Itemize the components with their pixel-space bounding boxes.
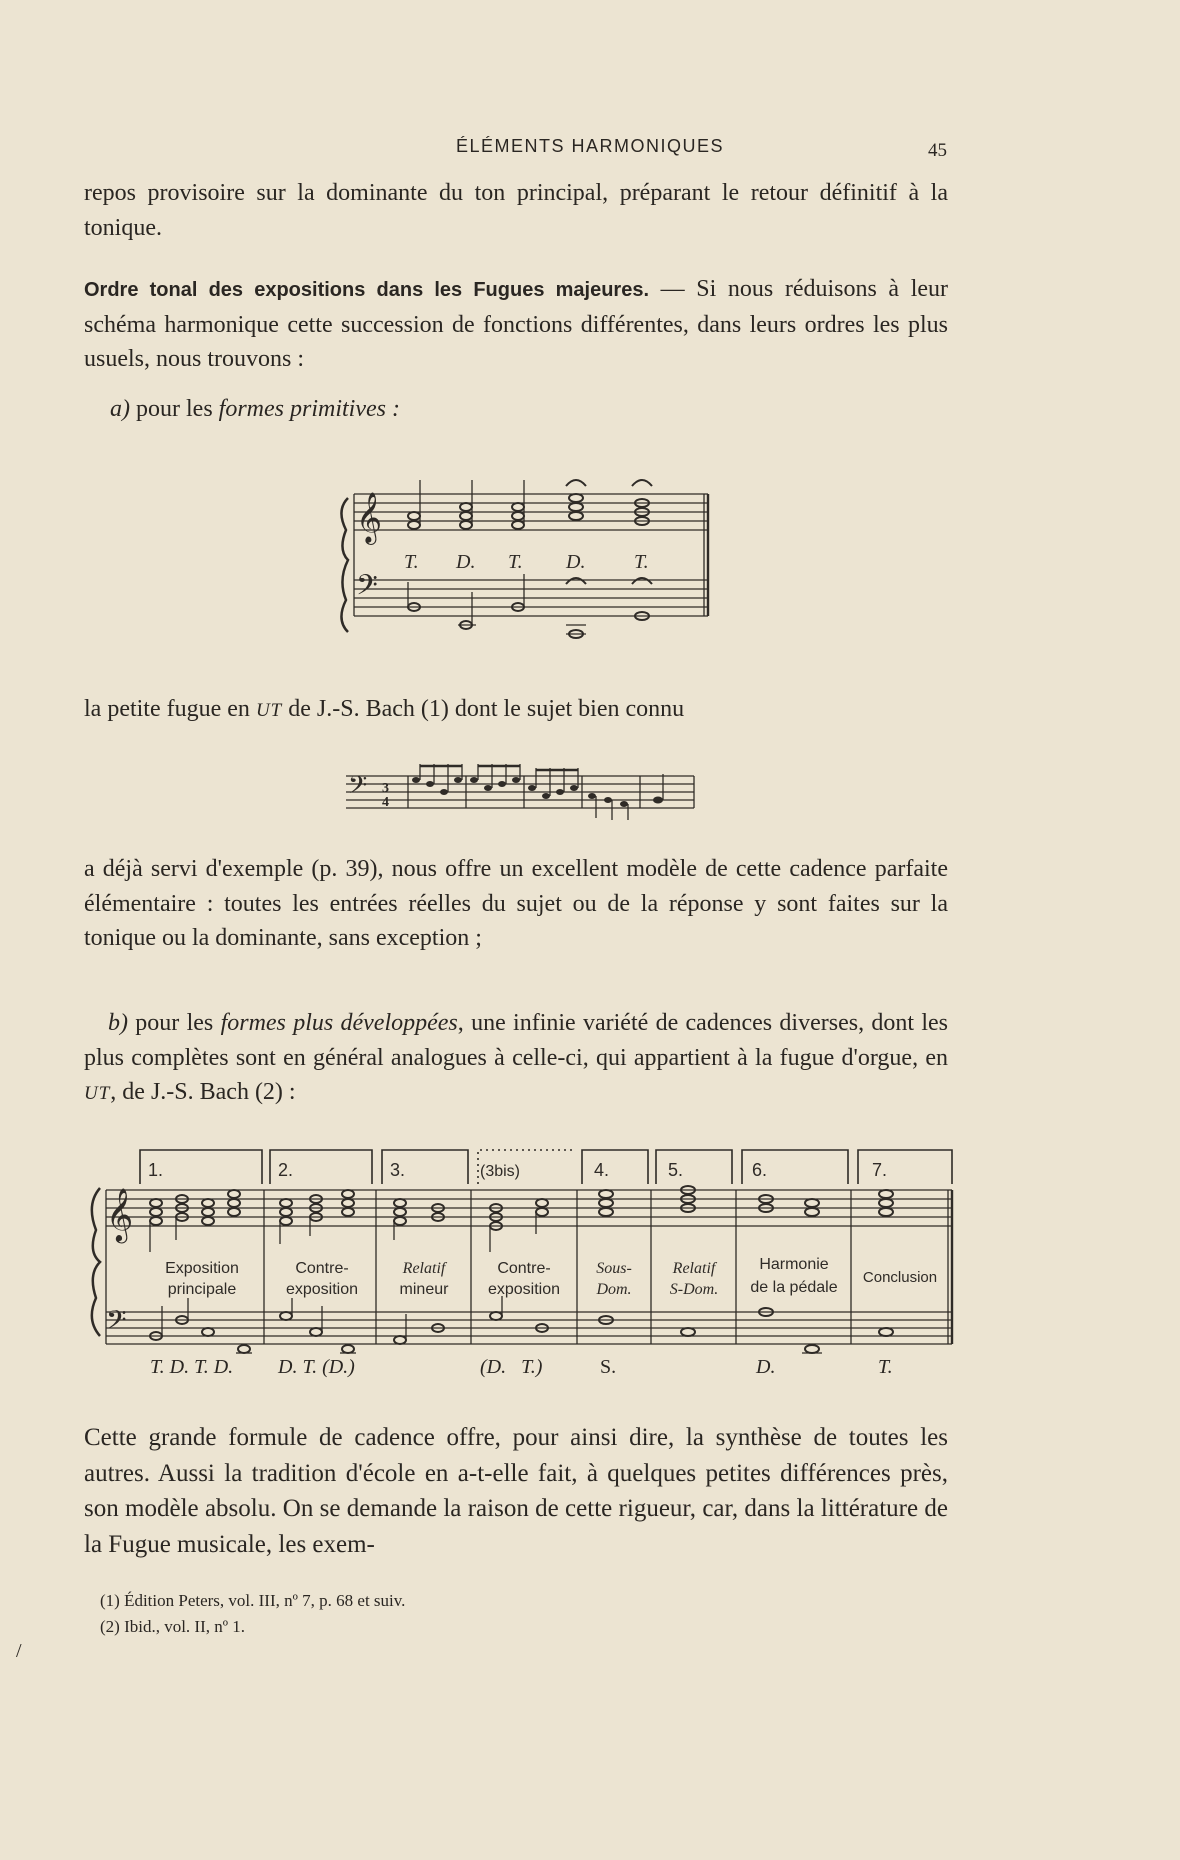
function-label: D. xyxy=(756,1356,776,1378)
footnote-2: (2) Ibid., vol. II, nº 1. xyxy=(100,1617,246,1636)
footnotes xyxy=(100,1588,405,1640)
caption-line: Exposition xyxy=(165,1260,239,1277)
function-labels xyxy=(404,551,649,573)
section-captions xyxy=(165,1256,937,1298)
bass-notes xyxy=(408,574,652,638)
item-b-text-1: , une infinie variété de cadences diverses, dont les plus complètes sont en général analogues à celle-ci, qui appartient à la fugue d'orgue, en xyxy=(84,1010,949,1071)
caption-line: Contre- xyxy=(295,1260,349,1277)
section-number: 7. xyxy=(872,1160,888,1180)
item-a-italic: formes primitives : xyxy=(218,396,400,422)
key-ut: UT xyxy=(255,700,283,721)
bass-staff xyxy=(354,580,708,616)
function-label: T. xyxy=(878,1356,893,1378)
section-number: (3bis) xyxy=(480,1163,521,1180)
function-label: D. T. (D.) xyxy=(278,1356,355,1378)
paragraph-1: repos provisoire sur la dominante du ton principal, préparant le retour définitif à la tonique. xyxy=(84,180,948,241)
bass-notes xyxy=(150,1308,893,1353)
caption-line: mineur xyxy=(399,1281,449,1298)
function-label: D. xyxy=(566,551,586,573)
section-number: 1. xyxy=(148,1160,164,1180)
section-number: 3. xyxy=(390,1160,406,1180)
stray-mark: / xyxy=(16,1640,22,1662)
function-label: T. D. T. D. xyxy=(150,1356,234,1378)
section-number: 6. xyxy=(752,1160,768,1180)
paragraph-4: a déjà servi d'exemple (p. 39), nous offre un excellent modèle de cette cadence parfaite élémentaire : toutes les entrées réelles du sujet ou de la réponse y sont faites sur la tonique ou la dominante, sans exception ; xyxy=(84,856,948,951)
caption-line: Relatif xyxy=(672,1260,716,1277)
item-b-text-2: , de J.-S. Bach (2) : xyxy=(110,1079,296,1105)
music-example-fugue-subject xyxy=(346,758,696,828)
caption-line: Harmonie xyxy=(759,1256,829,1273)
section-numbers xyxy=(148,1160,887,1180)
item-b-lead: pour les xyxy=(128,1010,221,1036)
function-label: S. xyxy=(600,1356,617,1378)
caption-line: Dom. xyxy=(596,1281,632,1298)
section-number: 5. xyxy=(668,1160,684,1180)
item-b-marker: b) xyxy=(108,1010,128,1036)
time-signature-icon: 3 xyxy=(382,781,389,796)
page-number: 45 xyxy=(928,140,947,161)
paragraph-2-text: Si nous réduisons à leur schéma harmonique cette succession de fonctions différentes, dans leurs ordres les plus usuels, nous trouvons : xyxy=(84,276,949,372)
paragraph-3 xyxy=(84,692,948,729)
music-example-primitive-cadence xyxy=(336,470,716,645)
function-label: T. xyxy=(634,551,649,573)
function-label: (D. T.) xyxy=(480,1356,543,1378)
music-example-organ-fugue-scheme xyxy=(86,1140,956,1390)
bass-clef-icon: 𝄢 xyxy=(348,772,368,805)
paragraph-3-text-2: de J.-S. Bach (1) dont le sujet bien connu xyxy=(282,696,685,722)
caption-line: Contre- xyxy=(497,1260,551,1277)
caption-line: de la pédale xyxy=(750,1279,838,1296)
item-a-lead: pour les xyxy=(130,396,219,422)
item-b-italic: formes plus développées xyxy=(220,1010,458,1036)
heading-dash: — xyxy=(649,276,697,302)
section-number: 4. xyxy=(594,1160,610,1180)
footnote-1: (1) Édition Peters, vol. III, nº 7, p. 68 et suiv. xyxy=(100,1591,406,1610)
item-a xyxy=(110,392,948,427)
item-a-marker: a) xyxy=(110,396,130,422)
caption-line: principale xyxy=(167,1281,237,1298)
caption-line: Relatif xyxy=(402,1260,446,1277)
key-ut: UT xyxy=(84,1083,111,1104)
caption-line: Conclusion xyxy=(862,1269,938,1286)
function-label: T. xyxy=(508,551,523,573)
treble-clef-icon: 𝄞 xyxy=(106,1189,134,1240)
bass-clef-icon: 𝄢 xyxy=(356,571,378,608)
running-head: ÉLÉMENTS HARMONIQUES xyxy=(455,136,725,156)
treble-clef-icon: 𝄞 xyxy=(356,493,383,542)
function-label: D. xyxy=(456,551,476,573)
caption-line: exposition xyxy=(487,1281,561,1298)
bass-staff xyxy=(106,1312,952,1344)
caption-line: exposition xyxy=(285,1281,359,1298)
treble-chords xyxy=(408,480,652,529)
item-b xyxy=(84,1006,948,1112)
section-brackets xyxy=(140,1150,952,1184)
section-number: 2. xyxy=(278,1160,294,1180)
paragraph-2 xyxy=(84,272,948,377)
caption-line: Sous- xyxy=(596,1260,632,1277)
paragraph-3-text-1: la petite fugue en xyxy=(84,696,256,722)
harmonic-functions-row xyxy=(0,1356,1180,1386)
function-label: T. xyxy=(404,551,419,573)
paragraph-5: Cette grande formule de cadence offre, pour ainsi dire, la synthèse de toutes les autres. Aussi la tradition d'école en a-t-elle fait, à quelques petites différences près, son modèle absolu. On se demande la raison de cette rigueur, car, dans la littérature de la Fugue musicale, les exem- xyxy=(84,1424,948,1558)
section-heading: Ordre tonal des expositions dans les Fugues majeures. xyxy=(84,279,650,301)
bass-clef-icon: 𝄢 xyxy=(106,1305,127,1341)
caption-line: S-Dom. xyxy=(669,1281,719,1298)
time-signature-icon: 4 xyxy=(382,795,389,810)
